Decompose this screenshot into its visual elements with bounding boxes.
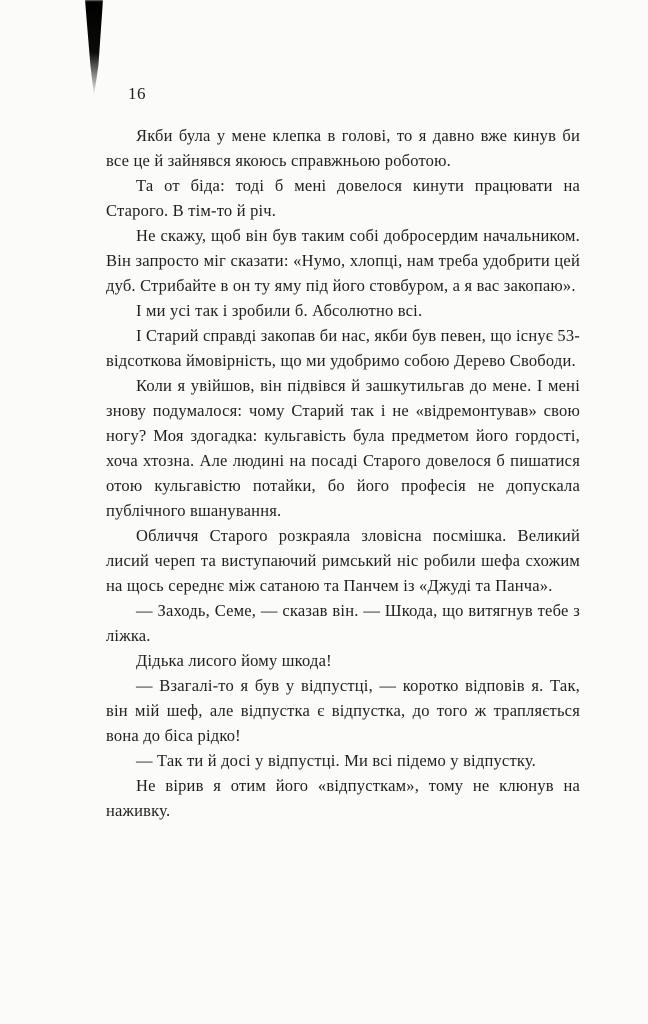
paragraph: Обличчя Старого розкраяла зловісна посмішка. Великий лисий череп та виступаючий римський ніс робили шефа схожим на щось середнє між сатаною та Панчем із «Джуді та Панча». xyxy=(106,526,580,595)
paragraph: Не скажу, щоб він був таким собі добросердим начальником. Він запросто міг сказати: «Нумо, хлопці, нам треба удобрити цей дуб. Стрибайте в он ту яму під його стовбуром, а я вас закопаю». xyxy=(106,226,580,295)
paragraph: І ми усі так і зробили б. Абсолютно всі. xyxy=(136,301,423,320)
page-number: 16 xyxy=(128,84,146,103)
book-gutter-shadow xyxy=(84,0,104,96)
paragraph: Не вірив я отим його «відпусткам», тому не клюнув на наживку. xyxy=(106,776,580,820)
paragraph: І Старий справді закопав би нас, якби був певен, що існує 53-відсоткова ймовірність, що ми удобримо собою Дерево Свободи. xyxy=(106,326,581,370)
paragraph: — Так ти й досі у відпустці. Ми всі підемо у відпустку. xyxy=(136,751,536,770)
paragraph: — Взагалі-то я був у відпустці, — коротко відповів я. Так, він мій шеф, але відпустка є відпустка, до того ж трапляється вона до біса рідко! xyxy=(106,676,580,745)
paragraph: Коли я увійшов, він підвівся й зашкутильгав до мене. І мені знову подумалося: чому Старий так і не «відремонтував» свою ногу? Моя здогадка: кульгавість була предметом його гордості, хоча хтозна. Але людині на посаді Старого довелося б пишатися отою кульгавістю потайки, бо його професія не допускала публічного вшанування. xyxy=(106,376,580,520)
text-block xyxy=(106,123,580,823)
paragraph: Якби була у мене клепка в голові, то я давно вже кинув би все це й зайнявся якоюсь справжньою роботою. xyxy=(106,126,580,170)
paragraph: — Заходь, Семе, — сказав він. — Шкода, що витягнув тебе з ліжка. xyxy=(106,601,580,645)
paragraph: Дідька лисого йому шкода! xyxy=(136,651,332,670)
paragraph: Та от біда: тоді б мені довелося кинути працювати на Старого. В тім-то й річ. xyxy=(106,176,580,220)
